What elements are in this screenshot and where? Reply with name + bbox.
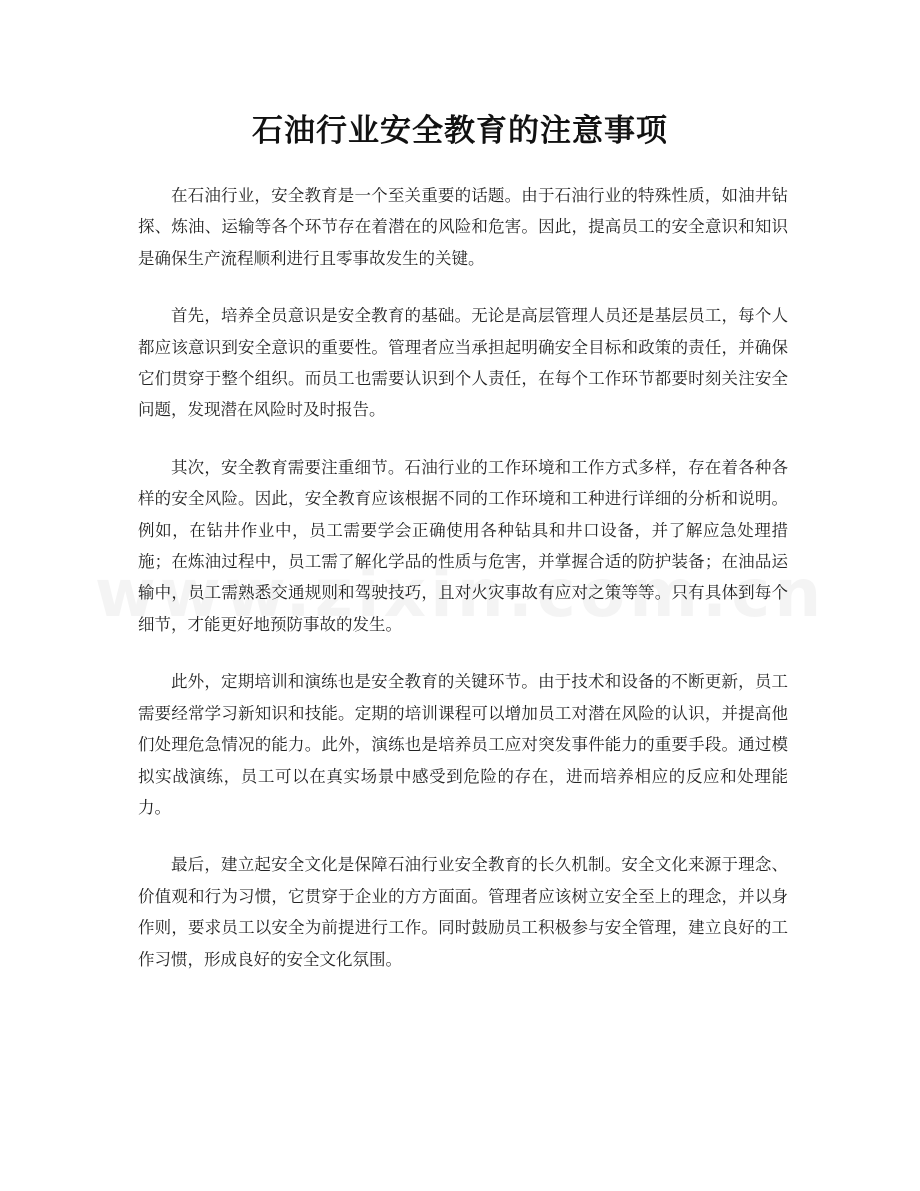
paragraph-5: 最后，建立起安全文化是保障石油行业安全教育的长久机制。安全文化来源于理念、价值观和行为习惯，它贯穿于企业的方方面面。管理者应该树立安全至上的理念，并以身作则，要求员工以安全为前提进行工作。同时鼓励员工积极参与安全管理，建立良好的工作习惯，形成良好的安全文化氛围。 (138, 855, 788, 969)
paragraph-3: 其次，安全教育需要注重细节。石油行业的工作环境和工作方式多样，存在着各种各样的安全风险。因此，安全教育应该根据不同的工作环境和工种进行详细的分析和说明。例如，在钻井作业中，员工需要学会正确使用各种钻具和井口设备，并了解应急处理措施；在炼油过程中，员工需了解化学品的性质与危害，并掌握合适的防护装备；在油品运输中，员工需熟悉交通规则和驾驶技巧，且对火灾事故有应对之策等等。只有具体到每个细节，才能更好地预防事故的发生。 (138, 457, 788, 634)
document-body (138, 180, 788, 1001)
paragraph-2: 首先，培养全员意识是安全教育的基础。无论是高层管理人员还是基层员工，每个人都应该意识到安全意识的重要性。管理者应当承担起明确安全目标和政策的责任，并确保它们贯穿于整个组织。而员工也需要认识到个人责任，在每个工作环节都要时刻关注安全问题，发现潜在风险时及时报告。 (138, 306, 788, 420)
document-title: 石油行业安全教育的注意事项 (252, 113, 668, 149)
paragraph-4: 此外，定期培训和演练也是安全教育的关键环节。由于技术和设备的不断更新，员工需要经常学习新知识和技能。定期的培训课程可以增加员工对潜在风险的认识，并提高他们处理危急情况的能力。此外，演练也是培养员工应对突发事件能力的重要手段。通过模拟实战演练，员工可以在真实场景中感受到危险的存在，进而培养相应的反应和处理能力。 (138, 672, 788, 817)
paragraph-1: 在石油行业，安全教育是一个至关重要的话题。由于石油行业的特殊性质，如油井钻探、炼油、运输等各个环节存在着潜在的风险和危害。因此，提高员工的安全意识和知识是确保生产流程顺利进行且零事故发生的关键。 (138, 186, 788, 268)
